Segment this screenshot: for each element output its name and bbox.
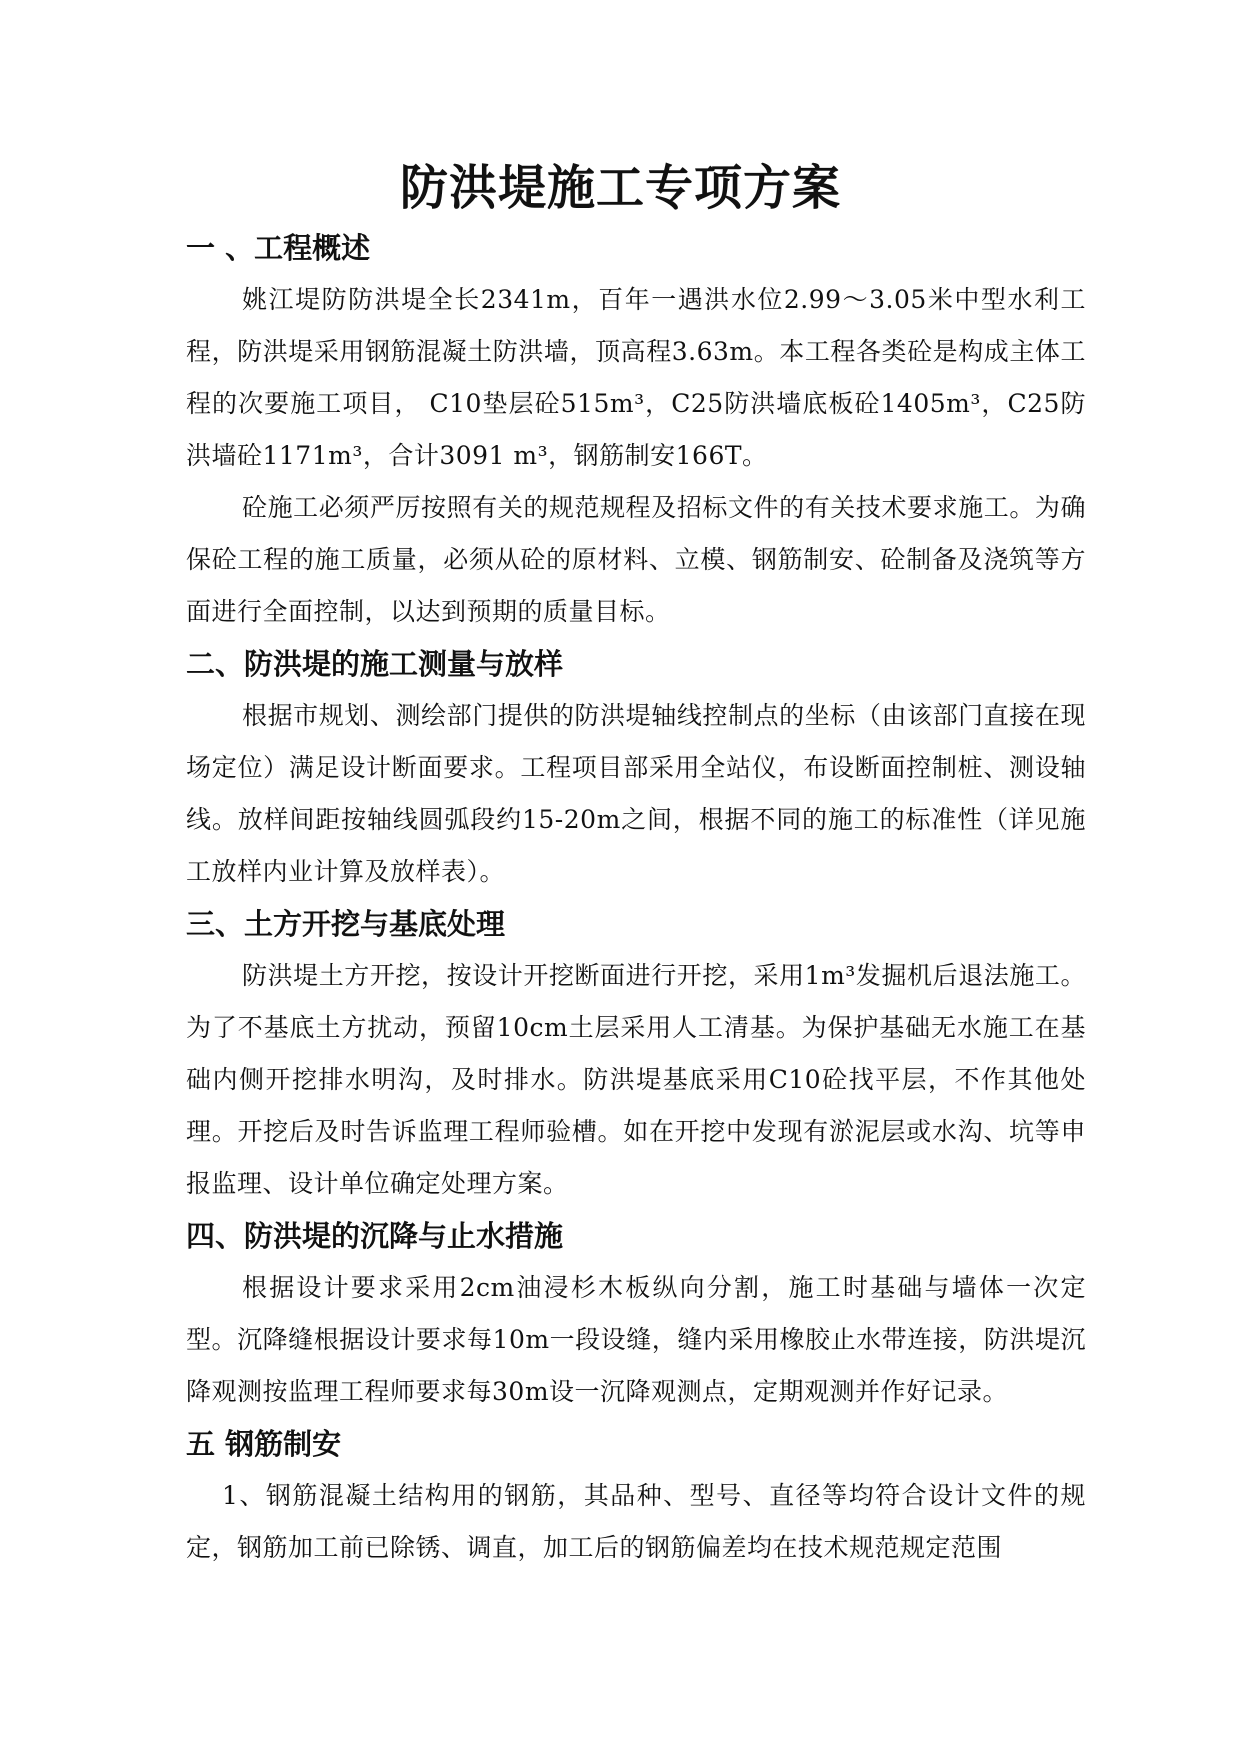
section-heading-1: 一 、工程概述 <box>186 231 371 265</box>
section-heading-4: 四、防洪堤的沉降与止水措施 <box>186 1219 564 1253</box>
section-4-paragraph-1: 根据设计要求采用2cm油浸杉木板纵向分割，施工时基础与墙体一次定型。沉降缝根据设计要求每10m一段设缝，缝内采用橡胶止水带连接，防洪堤沉降观测按监理工程师要求每30m设一沉降观测点，定期观测并作好记录。 <box>186 1273 1086 1406</box>
document-body <box>186 222 1086 1574</box>
section-heading-3: 三、土方开挖与基底处理 <box>186 907 506 941</box>
section-2-paragraph-1: 根据市规划、测绘部门提供的防洪堤轴线控制点的坐标（由该部门直接在现场定位）满足设计断面要求。工程项目部采用全站仪，布设断面控制桩、测设轴线。放样间距按轴线圆弧段约15-20m之间，根据不同的施工的标准性（详见施工放样内业计算及放样表）。 <box>186 701 1086 886</box>
section-heading-5: 五 钢筋制安 <box>186 1427 342 1461</box>
section-1-paragraph-1: 姚江堤防防洪堤全长2341m，百年一遇洪水位2.99～3.05米中型水利工程，防洪堤采用钢筋混凝土防洪墙，顶高程3.63m。本工程各类砼是构成主体工程的次要施工项目， C10垫层砼515m³，C25防洪墙底板砼1405m³，C25防洪墙砼1171m³，合计3091 m³，钢筋制安166T。 <box>186 285 1086 470</box>
section-3-paragraph-1: 防洪堤土方开挖，按设计开挖断面进行开挖，采用1m³发掘机后退法施工。为了不基底土方扰动，预留10cm土层采用人工清基。为保护基础无水施工在基础内侧开挖排水明沟，及时排水。防洪堤基底采用C10砼找平层，不作其他处理。开挖后及时告诉监理工程师验槽。如在开挖中发现有淤泥层或水沟、坑等申报监理、设计单位确定处理方案。 <box>186 961 1086 1198</box>
section-5-paragraph-1: 1、钢筋混凝土结构用的钢筋，其品种、型号、直径等均符合设计文件的规定，钢筋加工前已除锈、调直，加工后的钢筋偏差均在技术规范规定范围 <box>186 1481 1086 1562</box>
section-1-paragraph-2: 砼施工必须严厉按照有关的规范规程及招标文件的有关技术要求施工。为确保砼工程的施工质量，必须从砼的原材料、立模、钢筋制安、砼制备及浇筑等方面进行全面控制，以达到预期的质量目标。 <box>186 493 1086 626</box>
document-title: 防洪堤施工专项方案 <box>399 160 841 216</box>
section-heading-2: 二、防洪堤的施工测量与放样 <box>186 647 564 681</box>
